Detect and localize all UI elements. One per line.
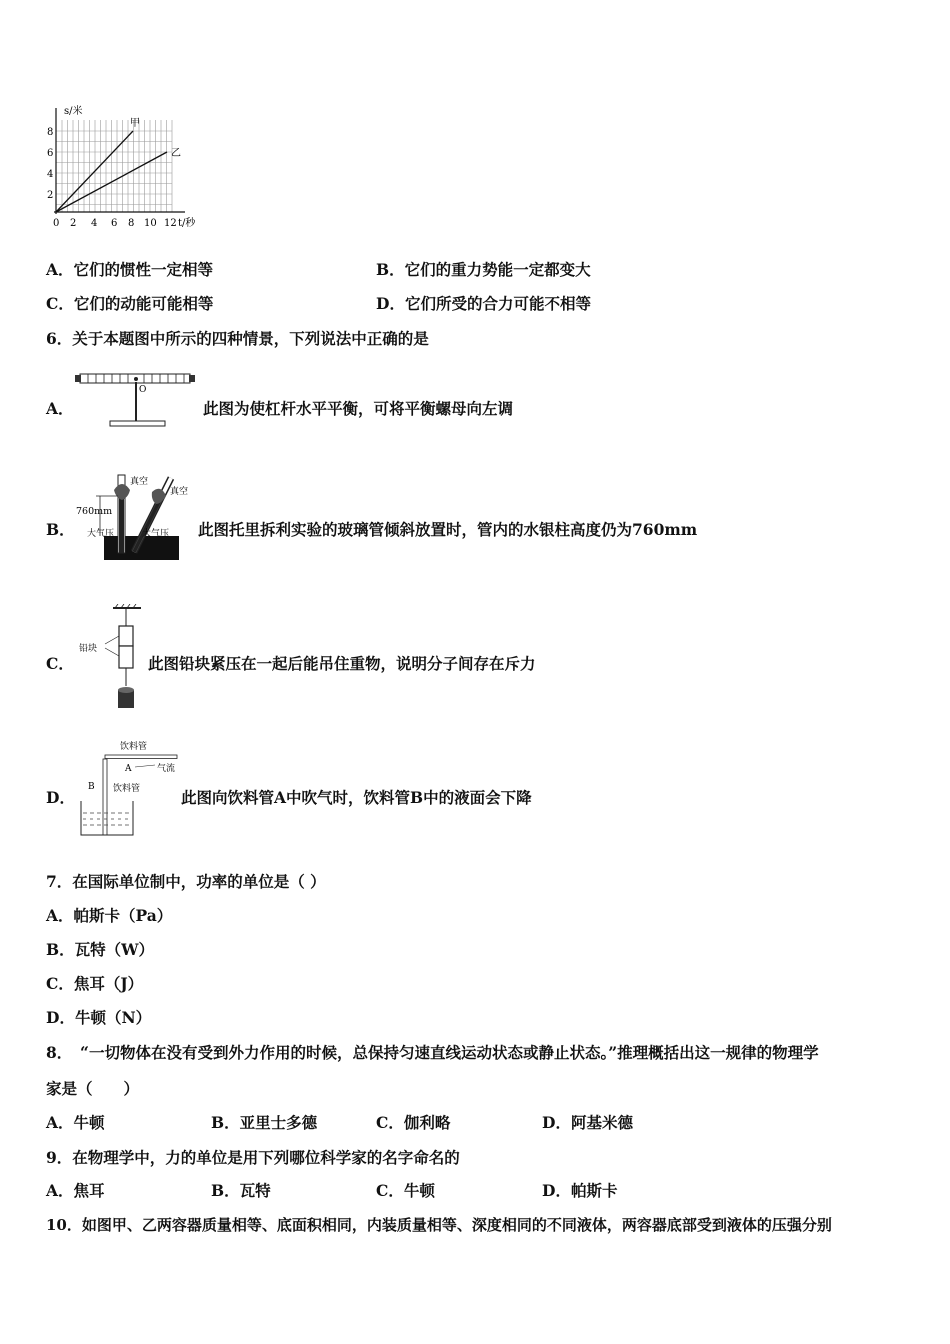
q6-option-c-text: 此图铅块紧压在一起后能吊住重物，说明分子间存在斥力 [148, 654, 536, 673]
q6-option-d-text: 此图向饮料管A中吹气时，饮料管B中的液面会下降 [181, 788, 532, 807]
straw-figure [75, 735, 185, 843]
q6-option-d-label: D． [46, 788, 75, 807]
q10-stem: 10．如图甲、乙两容器质量相等、底面积相同，内装质量相等、深度相同的不同液体，两容器底部受到液体的压强分别 [46, 1216, 832, 1234]
torricelli-vacuum-label-1: 真空 [130, 477, 149, 487]
q9-stem: 9．在物理学中，力的单位是用下列哪位科学家的名字命名的 [46, 1148, 460, 1167]
q5-option-a: A．它们的惯性一定相等 [46, 260, 214, 279]
x-tick: 10 [144, 218, 157, 229]
st-graph [40, 100, 210, 235]
q9-option-c: C．牛顿 [376, 1181, 435, 1200]
q6-option-a-text: 此图为使杠杆水平平衡，可将平衡螺母向左调 [203, 399, 514, 418]
q5-option-c: C．它们的动能可能相等 [46, 294, 214, 313]
torricelli-atm-label-2: 大气压 [142, 529, 170, 539]
torricelli-vacuum-label-2: 真空 [170, 487, 189, 497]
x-axis-label: t/秒 [178, 218, 196, 229]
torricelli-figure [72, 470, 197, 565]
y-axis-label: s/米 [64, 106, 83, 117]
torricelli-height-label: 760mm [76, 506, 113, 517]
x-tick: 4 [91, 218, 98, 229]
lead-block-label: 铅块 [79, 644, 98, 654]
x-tick: 8 [128, 218, 135, 229]
q5-option-b: B．它们的重力势能一定都变大 [376, 260, 591, 279]
q7-option-c: C．焦耳（J） [46, 974, 144, 993]
y-tick: 6 [47, 148, 54, 159]
lever-pivot-label: O [139, 385, 147, 395]
q9-option-b: B．瓦特 [211, 1181, 271, 1200]
q6-option-a-label: A． [46, 399, 74, 418]
q9-option-d: D．帕斯卡 [542, 1181, 618, 1200]
q6-stem: 6．关于本题图中所示的四种情景，下列说法中正确的是 [46, 329, 429, 348]
torricelli-atm-label-1: 大气压 [87, 529, 115, 539]
x-tick: 2 [70, 218, 77, 229]
y-tick: 4 [47, 169, 54, 180]
straw-a-letter: A [125, 764, 132, 774]
q6-option-b-text: 此图托里拆利实验的玻璃管倾斜放置时，管内的水银柱高度仍为760mm [198, 520, 698, 539]
q9-option-a: A．焦耳 [46, 1181, 105, 1200]
q8-option-a: A．牛顿 [46, 1113, 105, 1132]
q8-option-b: B．亚里士多德 [211, 1113, 318, 1132]
x-tick: 12 [164, 218, 177, 229]
line-jia-label: 甲 [130, 118, 140, 129]
straw-b-label: 饮料管 [113, 784, 141, 794]
q7-option-b: B．瓦特（W） [46, 940, 155, 959]
line-yi-label: 乙 [171, 148, 181, 159]
q8-option-d: D．阿基米德 [542, 1113, 633, 1132]
straw-a-top-label: 饮料管 [120, 742, 148, 752]
straw-b-letter: B [88, 782, 95, 792]
y-tick: 8 [47, 127, 54, 138]
q5-option-d: D．它们所受的合力可能不相等 [376, 294, 591, 313]
q7-option-a: A．帕斯卡（Pa） [46, 906, 173, 925]
q7-stem: 7．在国际单位制中，功率的单位是（ ） [46, 872, 326, 891]
y-tick: 2 [47, 190, 54, 201]
q6-option-b-label: B． [46, 520, 75, 539]
q8-stem-line2: 家是（ ） [46, 1079, 140, 1098]
airflow-label: 气流 [157, 764, 176, 774]
q8-stem-line1: 8． “一切物体在没有受到外力作用的时候，总保持匀速直线运动状态或静止状态。”推理概括出这一规律的物理学 [46, 1043, 819, 1062]
q7-option-d: D．牛顿（N） [46, 1008, 152, 1027]
lever-figure [75, 362, 200, 432]
lead-blocks-figure [75, 604, 150, 712]
x-tick: 0 [53, 218, 60, 229]
q6-option-c-label: C． [46, 654, 74, 673]
q8-option-c: C．伽利略 [376, 1113, 451, 1132]
x-tick: 6 [111, 218, 118, 229]
